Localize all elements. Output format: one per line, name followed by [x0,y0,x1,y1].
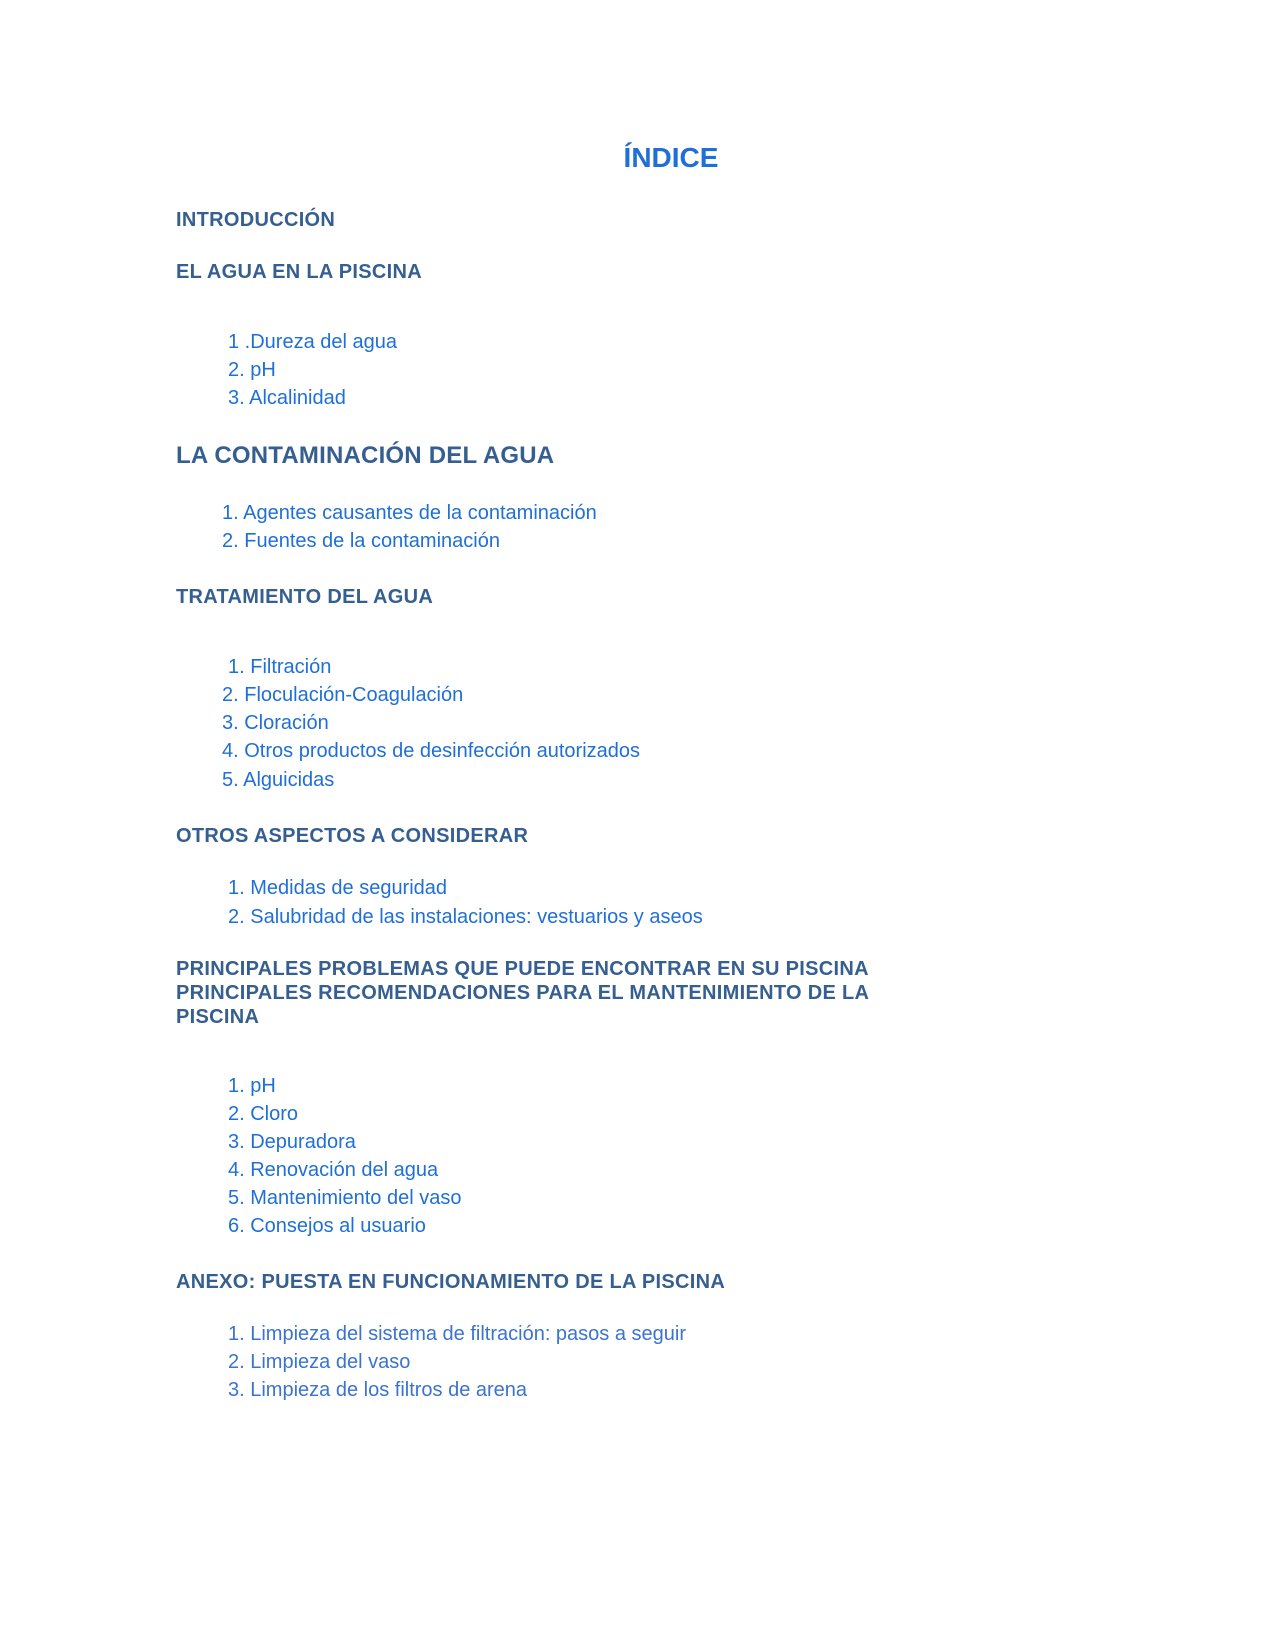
toc-item-cloro[interactable]: 2. Cloro [228,1103,299,1125]
toc-item-limpieza-filtracion[interactable]: 1. Limpieza del sistema de filtración: pasos a seguir [228,1323,687,1345]
heading-tratamiento[interactable]: TRATAMIENTO DEL AGUA [176,586,434,608]
heading-otros-aspectos[interactable]: OTROS ASPECTOS A CONSIDERAR [176,825,529,847]
toc-item-limpieza-vaso[interactable]: 2. Limpieza del vaso [228,1351,411,1373]
page-title: ÍNDICE [623,142,719,173]
toc-item-dureza[interactable]: 1 .Dureza del agua [228,331,398,353]
toc-item-mantenimiento-vaso[interactable]: 5. Mantenimiento del vaso [228,1187,462,1209]
toc-item-renovacion[interactable]: 4. Renovación del agua [228,1159,439,1181]
toc-item-alguicidas[interactable]: 5. Alguicidas [222,769,335,791]
toc-item-ph-2[interactable]: 1. pH [228,1075,276,1097]
heading-problemas-recomendaciones[interactable]: PRINCIPALES PROBLEMAS QUE PUEDE ENCONTRAR EN SU PISCINA PRINCIPALES RECOMENDACIONES PARA EL MANTENIMIENTO DE LA PISCINA [176,958,869,1028]
toc-item-limpieza-filtros-arena[interactable]: 3. Limpieza de los filtros de arena [228,1379,528,1401]
heading-contaminacion[interactable]: LA CONTAMINACIÓN DEL AGUA [176,442,555,469]
heading-anexo[interactable]: ANEXO: PUESTA EN FUNCIONAMIENTO DE LA PISCINA [176,1271,726,1293]
toc-item-salubridad[interactable]: 2. Salubridad de las instalaciones: vestuarios y aseos [228,906,703,928]
toc-item-seguridad[interactable]: 1. Medidas de seguridad [228,877,448,899]
toc-item-agentes[interactable]: 1. Agentes causantes de la contaminación [222,502,597,524]
toc-item-fuentes[interactable]: 2. Fuentes de la contaminación [222,530,500,552]
toc-item-depuradora[interactable]: 3. Depuradora [228,1131,356,1153]
heading-introduccion[interactable]: INTRODUCCIÓN [176,209,336,231]
toc-item-floculacion[interactable]: 2. Floculación-Coagulación [222,684,464,706]
toc-item-cloracion[interactable]: 3. Cloración [222,712,329,734]
toc-item-consejos[interactable]: 6. Consejos al usuario [228,1215,426,1237]
heading-agua-en-piscina[interactable]: EL AGUA EN LA PISCINA [176,261,422,283]
toc-item-ph[interactable]: 2. pH [228,359,276,381]
toc-item-otros-productos[interactable]: 4. Otros productos de desinfección autorizados [222,740,641,762]
toc-item-alcalinidad[interactable]: 3. Alcalinidad [228,387,346,409]
toc-item-filtracion[interactable]: 1. Filtración [228,656,332,678]
